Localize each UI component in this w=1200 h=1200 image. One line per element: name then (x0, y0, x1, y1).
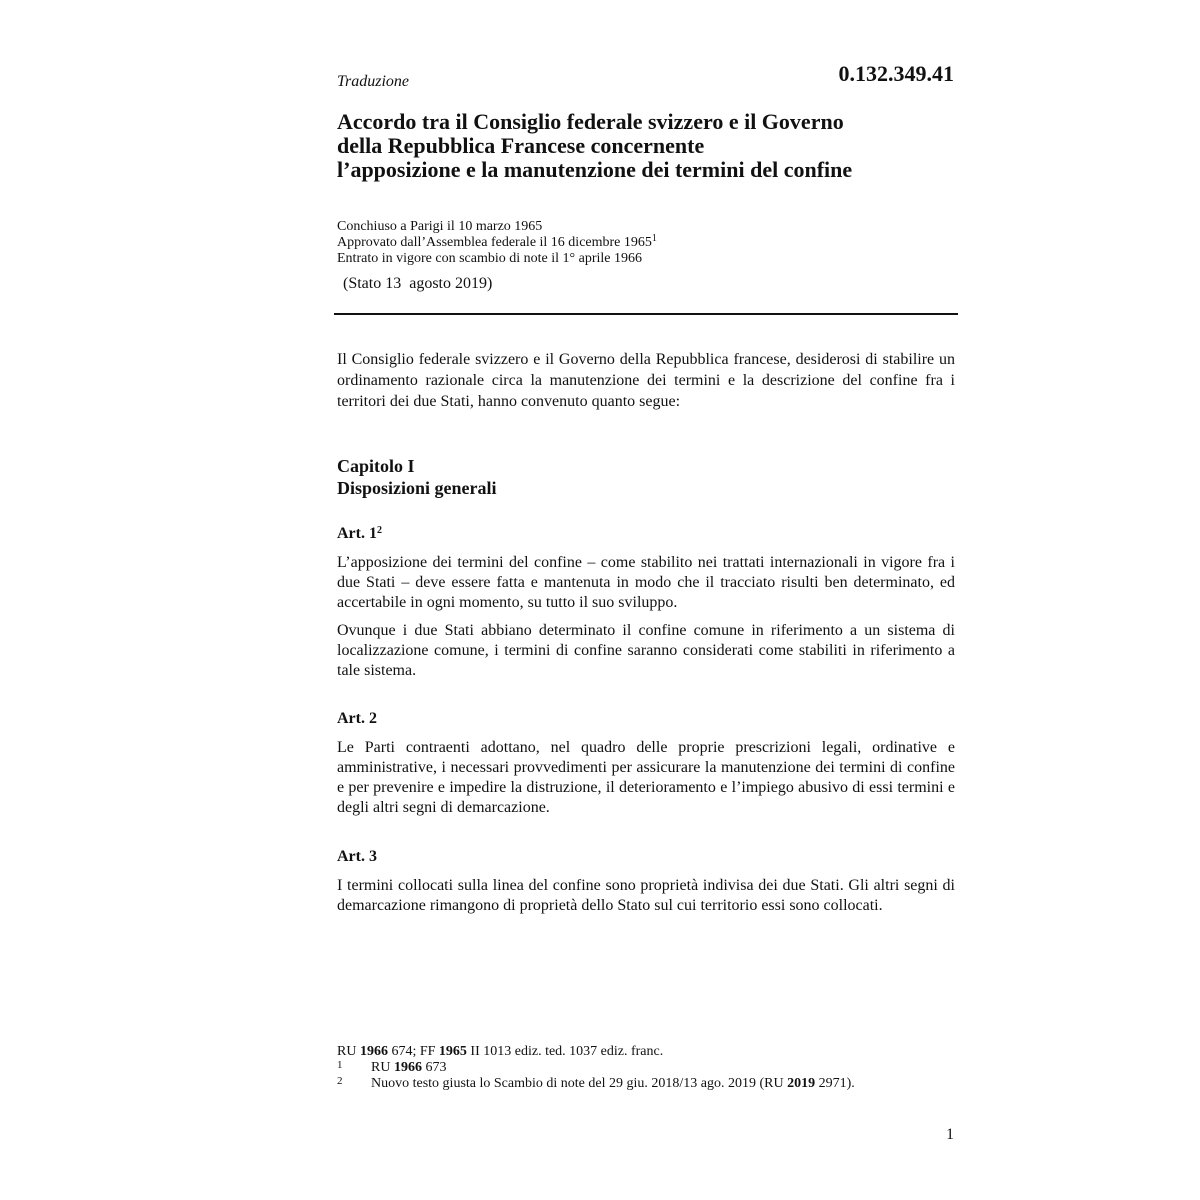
approved-text: Approvato dall’Assemblea federale il 16 dicembre 1965 (337, 235, 652, 250)
footnote-number: 1 (337, 1059, 343, 1071)
article-paragraph: I termini collocati sulla linea del confine sono proprietà indivisa dei due Stati. Gli altri segni di demarcazione rimangono di proprietà dello Stato sul cui territorio essi sono collocati. (337, 877, 955, 914)
source-ru-year: 1966 (359, 1044, 388, 1059)
footnote-number: 2 (337, 1075, 343, 1087)
footnote-ref[interactable]: 1 (651, 233, 657, 244)
footnote-prefix: Nuovo testo giusta lo Scambio di note del 29 giu. 2018/13 ago. 2019 (RU (371, 1076, 784, 1091)
article-title: Art. 1 (337, 525, 377, 542)
footnote-2 (337, 1076, 957, 1092)
footnotes (337, 1044, 957, 1092)
source-rest: II 1013 ediz. ted. 1037 ediz. franc. (470, 1044, 664, 1059)
preamble: Il Consiglio federale svizzero e il Governo della Repubblica francese, desiderosi di stabilire un ordinamento razionale circa la manutenzione dei termini e la descrizione del confine fra i territori dei due Stati, hanno convenuto quanto segue: (337, 351, 955, 410)
sr-number: 0.132.349.41 (838, 61, 954, 86)
footnote-prefix: RU (371, 1060, 391, 1075)
title-line: Accordo tra il Consiglio federale svizzero e il Governo (337, 109, 844, 134)
title-line: della Repubblica Francese concernente (337, 133, 705, 158)
document-metadata (337, 219, 657, 267)
chapter-title: Disposizioni generali (337, 478, 497, 498)
footnote-1 (337, 1060, 957, 1076)
footnote-year: 2019 (787, 1076, 816, 1091)
source-note (337, 1044, 957, 1060)
document-title (337, 110, 955, 182)
footnote-ref[interactable]: 2 (376, 525, 382, 536)
article-paragraph: L’apposizione dei termini del confine – come stabilito nei trattati internazionali in vigore fra i due Stati – deve essere fatta e mantenuta in modo che il tracciato risulti ben determinato, ed accertabile in ogni momento, su tutto il suo sviluppo. (337, 554, 955, 611)
source-ru-label: RU (337, 1044, 357, 1059)
in-force-line: Entrato in vigore con scambio di note il 1° aprile 1966 (337, 251, 642, 266)
chapter-number: Capitolo I (337, 456, 415, 476)
status-date: (Stato 13 agosto 2019) (343, 275, 493, 292)
footnote-suffix: 673 (425, 1060, 447, 1075)
translation-label: Traduzione (337, 73, 410, 90)
article-heading-3: Art. 3 (337, 848, 377, 865)
footnote-suffix: 2971). (818, 1076, 855, 1091)
concluded-line: Conchiuso a Parigi il 10 marzo 1965 (337, 219, 543, 234)
header-divider (334, 313, 958, 315)
chapter-heading (337, 455, 955, 499)
article-paragraph: Le Parti contraenti adottano, nel quadro delle proprie prescrizioni legali, ordinative e amministrative, i necessari provvedimenti per assicurare la manutenzione dei termini di confine e per prevenire e impedire la distruzione, il deterioramento e l’impiego abusivo di essi termini e degli altri segni di demarcazione. (337, 739, 955, 816)
footnote-year: 1966 (393, 1060, 422, 1075)
article-paragraph: Ovunque i due Stati abbiano determinato il confine comune in riferimento a un sistema di localizzazione comune, i termini di confine saranno considerati come stabiliti in riferimento a tale sistema. (337, 622, 955, 679)
article-heading-2: Art. 2 (337, 710, 377, 727)
article-heading-1 (337, 524, 955, 544)
source-ru-page: 674; FF (391, 1044, 436, 1059)
source-ff-year: 1965 (438, 1044, 467, 1059)
title-line: l’apposizione e la manutenzione dei termini del confine (337, 157, 853, 182)
approved-line (337, 235, 657, 251)
page-number: 1 (946, 1126, 954, 1143)
